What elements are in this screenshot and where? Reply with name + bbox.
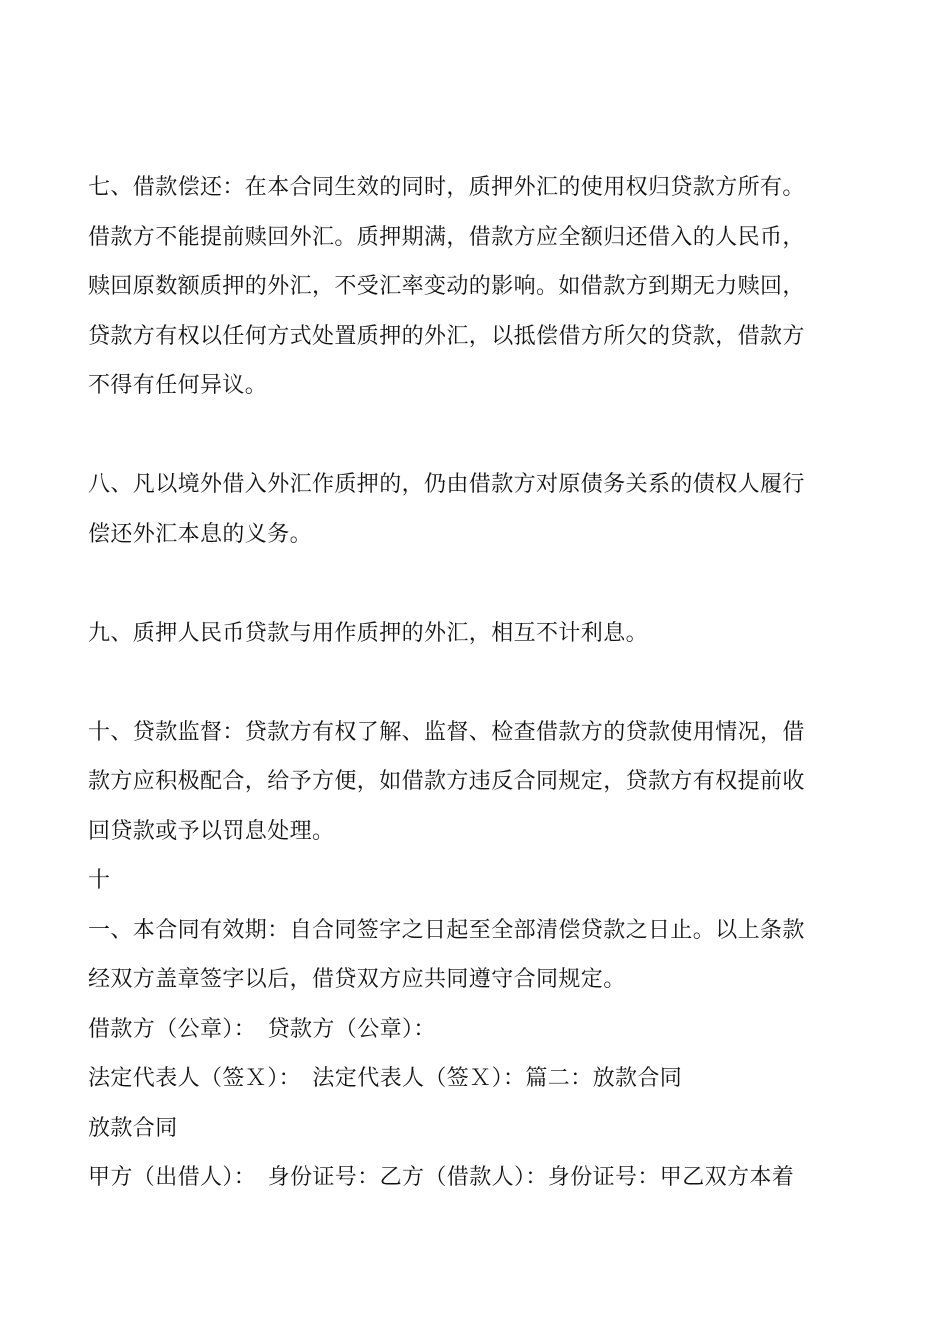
text-line: 借款方不能提前赎回外汇。质押期满，借款方应全额归还借入的人民币， (88, 224, 805, 250)
paragraph-gap (88, 411, 864, 461)
clause-10-paragraph (88, 708, 864, 1203)
text-line: 款方应积极配合，给予方便，如借款方违反合同规定，贷款方有权提前收 (88, 769, 805, 794)
text-line: 七、借款偿还：在本合同生效的同时，质押外汇的使用权归贷款方所有。 (88, 175, 805, 200)
text-line: 八、凡以境外借入外汇作质押的，仍由借款方对原债务关系的债权人履行 (88, 472, 805, 497)
text-line: 九、质押人民币贷款与用作质押的外汇，相互不计利息。 (88, 620, 649, 646)
text-line: 十 (88, 868, 111, 893)
text-line: 贷款方有权以任何方式处置质押的外汇，以抵偿借方所欠的贷款，借款方 (88, 323, 805, 349)
text-line: 回贷款或予以罚息处理。 (88, 818, 335, 844)
paragraph-gap (88, 658, 864, 708)
text-line: 放款合同 (88, 1115, 178, 1141)
clause-7-paragraph (88, 163, 864, 411)
text-line: 借款方（公章）： 贷款方（公章）： (88, 1016, 436, 1042)
text-line: 十、贷款监督：贷款方有权了解、监督、检查借款方的贷款使用情况，借 (88, 719, 805, 745)
text-line: 法定代表人（签Ｘ）： 法定代表人（签Ｘ）：篇二：放款合同 (88, 1066, 683, 1091)
document-page (88, 163, 864, 1203)
text-line: 偿还外汇本息的义务。 (88, 521, 313, 547)
text-line: 不得有任何异议。 (88, 373, 268, 398)
clause-9-paragraph (88, 609, 864, 659)
paragraph-gap (88, 559, 864, 609)
text-line: 甲方（出借人）： 身份证号：乙方（借款人）：身份证号：甲乙双方本着 (88, 1165, 795, 1190)
text-line: 经双方盖章签字以后，借贷双方应共同遵守合同规定。 (88, 967, 626, 992)
text-line: 赎回原数额质押的外汇，不受汇率变动的影响。如借款方到期无力赎回， (88, 274, 805, 299)
clause-8-paragraph (88, 460, 864, 559)
text-line: 一、本合同有效期：自合同签字之日起至全部清偿贷款之日止。以上条款 (88, 917, 805, 943)
